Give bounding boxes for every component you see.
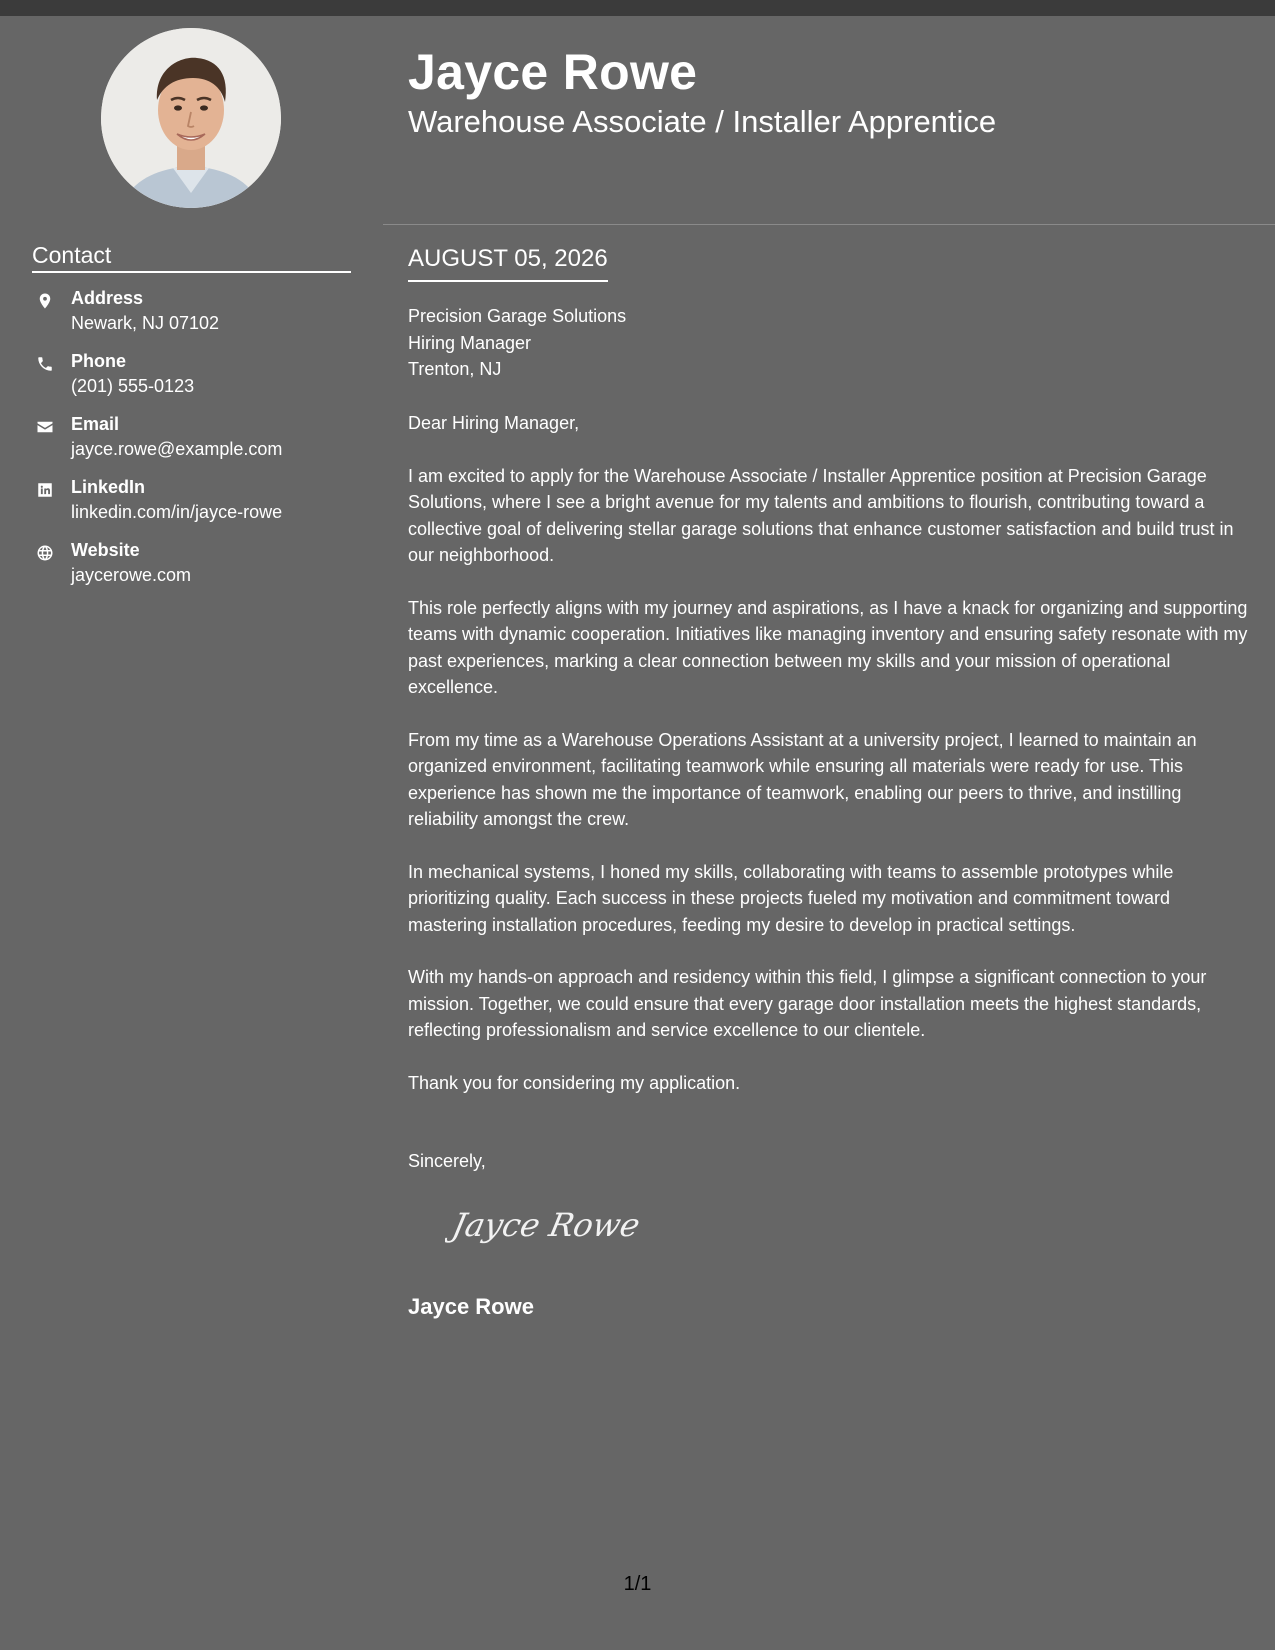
letter-paragraph: From my time as a Warehouse Operations Assistant at a university project, I learned to maintain an organized environment, facilitating teamwork while ensuring all materials were ready for use. This experience has shown me the importance of teamwork, enabling our peers to thrive, and instilling reliability amongst the crew.: [408, 729, 1197, 829]
closing: Sincerely,: [408, 1151, 486, 1171]
linkedin-link[interactable]: linkedin.com/in/jayce-rowe: [71, 502, 283, 522]
linkedin-icon: [32, 479, 58, 501]
signed-name: Jayce Rowe: [408, 1294, 534, 1319]
applicant-name: Jayce Rowe: [408, 44, 698, 100]
profile-photo-image: [101, 28, 281, 208]
globe-icon: [32, 542, 58, 564]
recipient-block: [408, 303, 626, 383]
recipient-location: Trenton, NJ: [408, 359, 502, 379]
phone-icon: [32, 353, 58, 375]
envelope-icon: [32, 416, 58, 438]
signature: [445, 1196, 645, 1256]
letter-paragraph: This role perfectly aligns with my journey and aspirations, as I have a knack for organizing and supporting teams with dynamic cooperation. Initiatives like managing inventory and ensuring safety resonate with my past experiences, marking a clear connection between my skills and your mission of operational excellence.: [408, 597, 1248, 697]
letter-paragraph: In mechanical systems, I honed my skills, collaborating with teams to assemble prototypes while prioritizing quality. Each success in these projects fueled my motivation and commitment toward mastering installation procedures, feeding my desire to develop in practical settings.: [408, 861, 1174, 935]
signature-text: Jayce Rowe: [448, 1206, 644, 1244]
letter-paragraph: With my hands-on approach and residency within this field, I glimpse a significant connection to your mission. Together, we could ensure that every garage door installation meets the highest standards, reflecting professionalism and service excellence to our clientele.: [408, 967, 1207, 1040]
contact-item-linkedin: [32, 475, 362, 538]
address-value: Newark, NJ 07102: [71, 313, 220, 333]
contact-item-phone: [32, 349, 362, 412]
applicant-title: Warehouse Associate / Installer Apprentice: [408, 104, 997, 139]
recipient-company: Precision Garage Solutions: [408, 306, 627, 326]
contact-label: Phone: [71, 351, 127, 371]
signature-image: [445, 1196, 645, 1256]
letter-date: AUGUST 05, 2026: [408, 244, 608, 282]
recipient-role: Hiring Manager: [408, 332, 532, 353]
page-number: 1/1: [623, 1573, 652, 1595]
sidebar: [0, 16, 383, 1650]
salutation: Dear Hiring Manager,: [408, 413, 580, 433]
phone-value[interactable]: (201) 555-0123: [71, 376, 195, 396]
contact-item-website: [32, 538, 362, 601]
email-link[interactable]: jayce.rowe@example.com: [71, 439, 283, 459]
thank-you-line: Thank you for considering my application.: [408, 1072, 741, 1093]
contact-item-email: [32, 412, 362, 475]
letter-paragraph: I am excited to apply for the Warehouse Associate / Installer Apprentice position at Precision Garage Solutions, where I see a bright avenue for my talents and ambitions to flourish, contributing toward a collective goal of delivering stellar garage solutions that enhance customer satisfaction and build trust in our neighborhood.: [408, 465, 1234, 565]
contact-label: Email: [71, 414, 120, 434]
top-bar: [0, 0, 1275, 16]
map-pin-icon: [32, 290, 58, 312]
header-divider: [383, 224, 1275, 225]
profile-photo: [101, 28, 281, 208]
contact-label: Website: [71, 540, 140, 560]
letter-body: [408, 410, 1253, 1122]
contact-label: LinkedIn: [71, 477, 146, 497]
contact-label: Address: [71, 288, 144, 308]
website-link[interactable]: jaycerowe.com: [71, 565, 192, 585]
contact-item-address: [32, 286, 362, 349]
contact-heading: Contact: [32, 242, 351, 273]
contact-list: [32, 286, 362, 601]
